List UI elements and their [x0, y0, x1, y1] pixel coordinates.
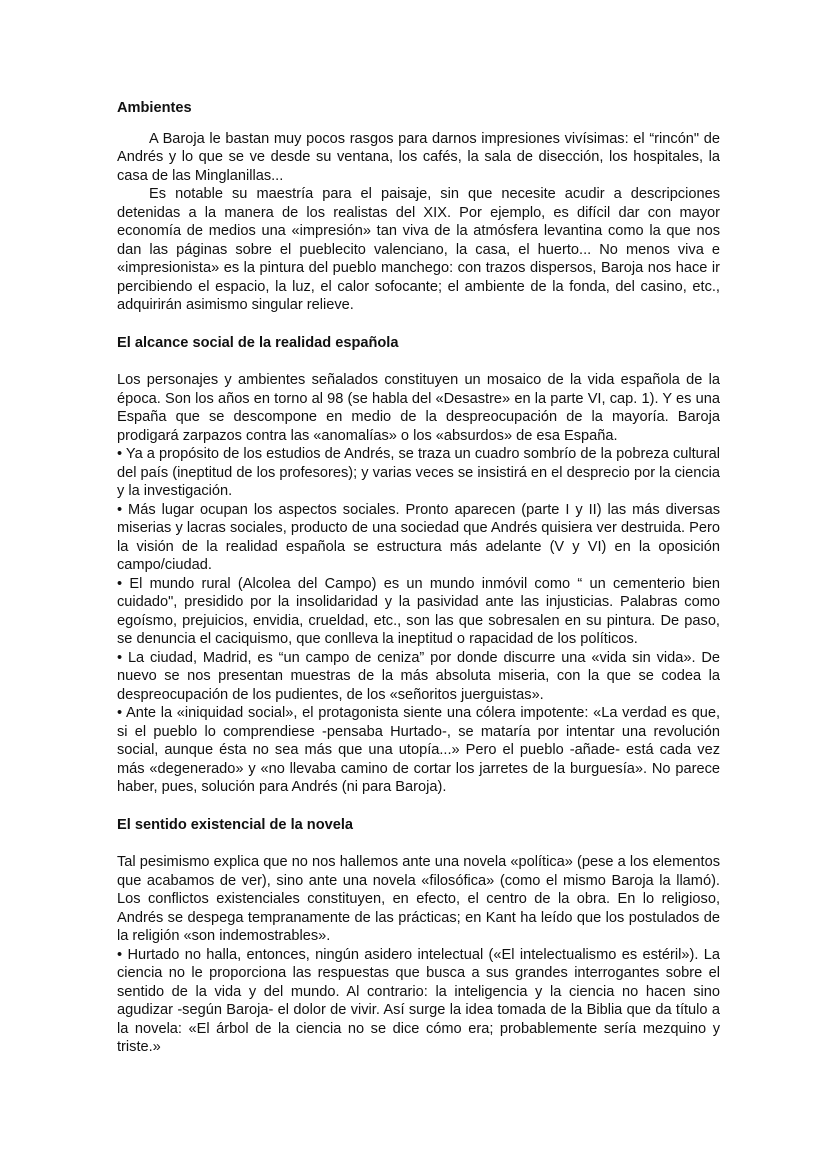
section-heading-alcance-social: El alcance social de la realidad española [117, 334, 399, 351]
paragraph: Es notable su maestría para el paisaje, sin que necesite acudir a descripciones detenidas a la manera de los realistas del XIX. Por ejemplo, es difícil dar con mayor economía de medios una «impresión» tan viva de la atmósfera levantina como la que nos dan las páginas sobre el pueblecito valenciano, la casa, el huerto... No menos viva e «impresionista» es la pintura del pueblo manchego: con trazos dispersos, Baroja nos hace ir percibiendo el espacio, la luz, el calor sofocante; el ambiente de la fonda, del casino, etc., adquirirán asimismo singular relieve. [117, 186, 720, 313]
section-heading-sentido-existencial: El sentido existencial de la novela [117, 816, 354, 833]
bullet-item: • Ante la «iniquidad social», el protagonista siente una cólera impotente: «La verdad es que, si el pueblo lo comprendiese -pensaba Hurtado-, se mataría por intentar una revolución social, aunque ésta no sea más que una utopía...» Pero el pueblo -añade- está cada vez más «degenerado» y «no llevaba camino de cortar los jarretes de la burguesía». No parece haber, pues, solución para Andrés (ni para Baroja). [117, 705, 720, 795]
bullet-item: • Ya a propósito de los estudios de Andrés, se traza un cuadro sombrío de la pobreza cultural del país (ineptitud de los profesores); y varias veces se insistirá en el desprecio por la ciencia y la investigación. [117, 446, 720, 499]
bullet-item: • La ciudad, Madrid, es “un campo de ceniza” por donde discurre una «vida sin vida». De nuevo se nos presentan muestras de la más absoluta miseria, con la que se codea la despreocupación de los pudientes, de los «señoritos juerguistas». [117, 649, 720, 703]
bullet-item: • Hurtado no halla, entonces, ningún asidero intelectual («El intelectualismo es estéril»). La ciencia no le proporciona las respuestas que busca a sus grandes interrogantes sobre el sentido de la vida y del mundo. Al contrario: la inteligencia y la ciencia no hacen sino agudizar -según Baroja- el dolor de vivir. Así surge la idea tomada de la Biblia que da título a la novela: «El árbol de la ciencia no se dice cómo era; probablemente sería mezquino y triste.» [117, 946, 720, 1055]
bullet-item: • El mundo rural (Alcolea del Campo) es un mundo inmóvil como “ un cementerio bien cuidado", presidido por la insolidaridad y la pasividad ante las injusticias. Palabras como egoísmo, prejuicios, envidia, crueldad, etc., son las que sobresalen en su pintura. De paso, se denuncia el caciquismo, que conlleva la ineptitud o rapacidad de los políticos. [117, 575, 720, 647]
bullet-item: • Más lugar ocupan los aspectos sociales. Pronto aparecen (parte I y II) las más diversas miserias y lacras sociales, producto de una sociedad que Andrés quisiera ver destruida. Pero la visión de la realidad española se estructura más adelante (V y VI) en la oposición campo/ciudad. [117, 501, 720, 573]
paragraph: A Baroja le bastan muy pocos rasgos para darnos impresiones vivísimas: el “rincón" de Andrés y lo que se ve desde su ventana, los cafés, la sala de disección, los hospitales, la casa de las Minglanillas... [117, 130, 720, 184]
document-page [117, 99, 720, 1057]
paragraph: Tal pesimismo explica que no nos hallemos ante una novela «política» (pese a los elementos que acabamos de ver), sino ante una novela «filosófica» (como el mismo Baroja la llamó). Los conflictos existenciales constituyen, en efecto, el centro de la obra. En lo religioso, Andrés se despega tempranamente de las prácticas; en Kant ha leído que los postulados de la religión «son indemostrables». [117, 854, 720, 944]
paragraph: Los personajes y ambientes señalados constituyen un mosaico de la vida española de la época. Son los años en torno al 98 (se habla del «Desastre» en la parte VI, cap. 1). Y es una España que se descompone en medio de la despreocupación de la mayoría. Baroja prodigará zarpazos contra las «anomalías» o los «absurdos» de esa España. [117, 372, 720, 444]
section-heading-ambientes: Ambientes [117, 100, 192, 116]
